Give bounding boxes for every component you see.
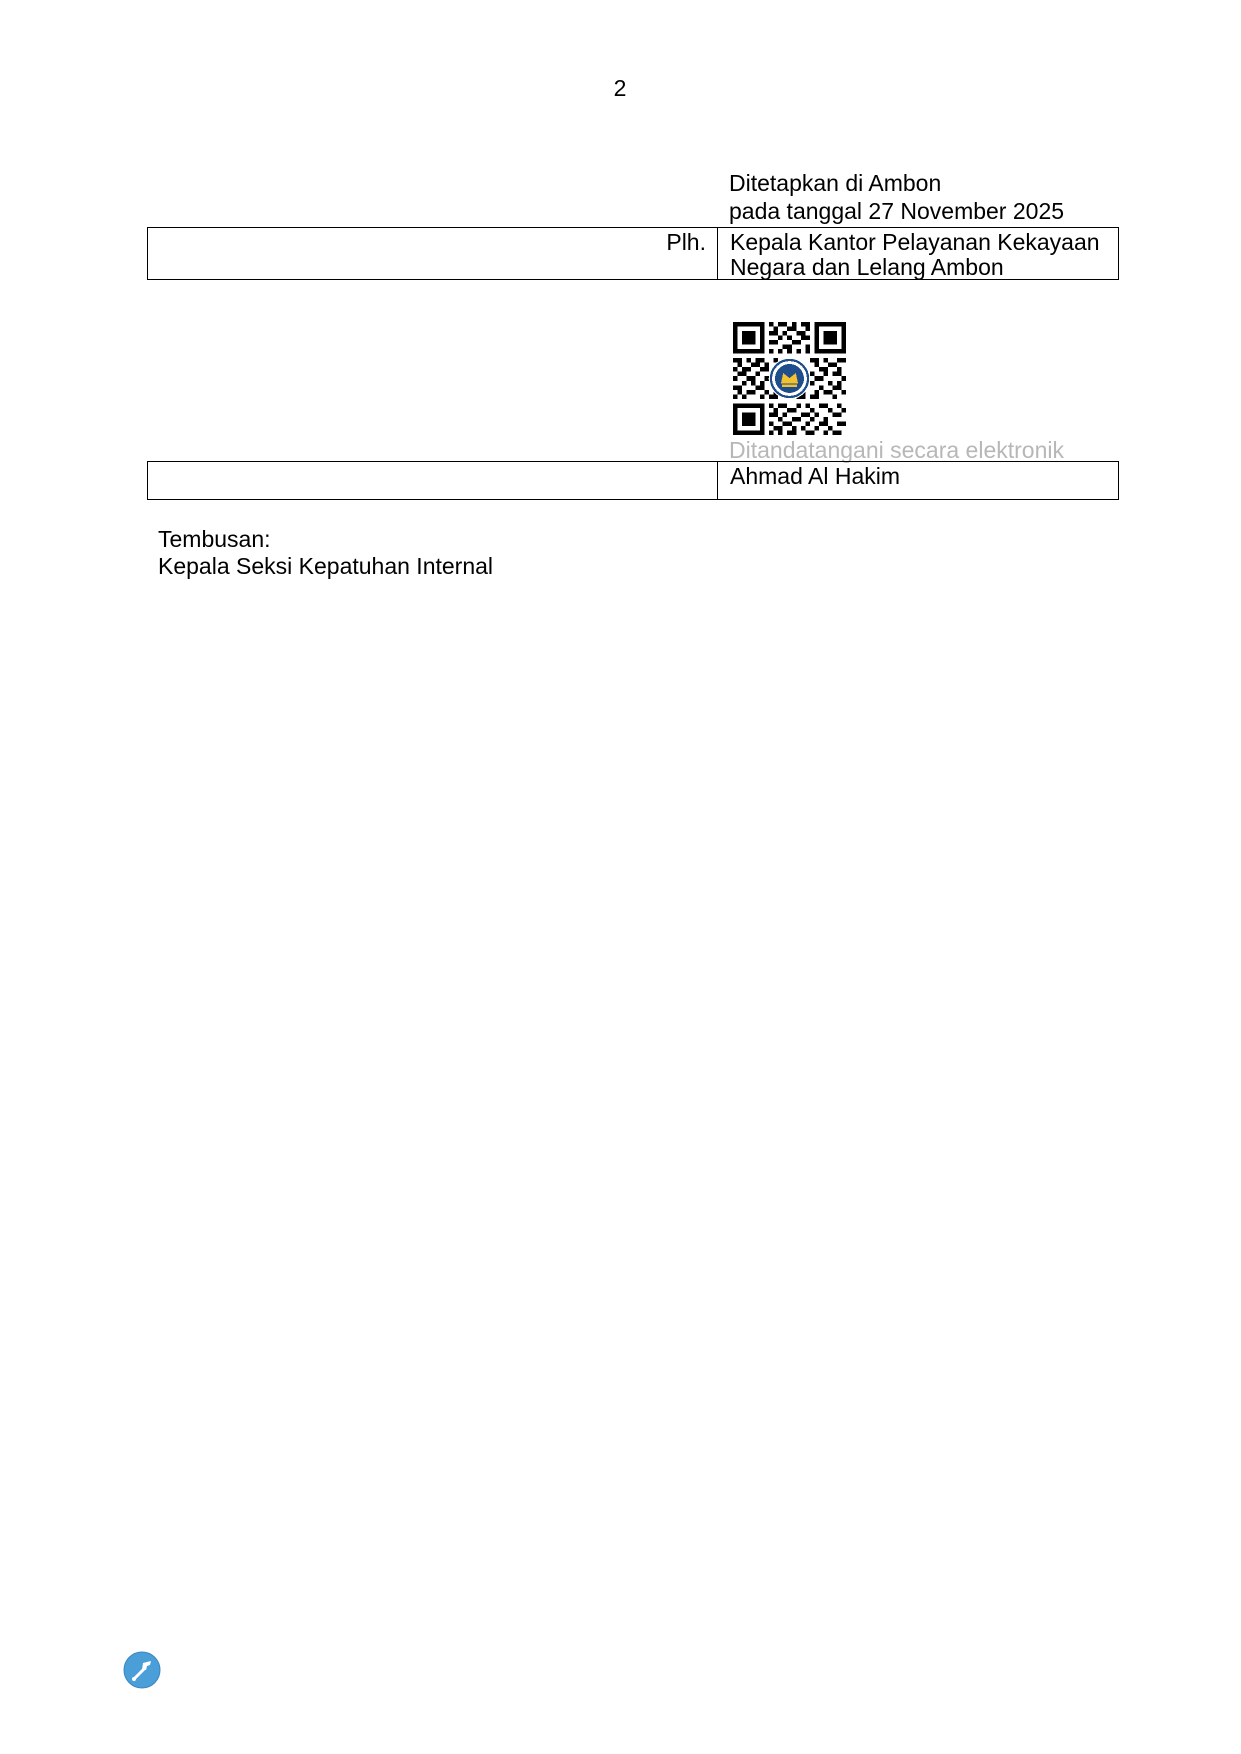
cc-heading: Tembusan: [158,526,271,552]
table-divider [717,228,718,279]
signatory-position-line-2: Negara dan Lelang Ambon [730,254,1004,280]
stipulation-date: pada tanggal 27 November 2025 [729,198,1065,224]
stipulation-place: Ditetapkan di Ambon [729,170,942,196]
signatory-prefix: Plh. [666,229,706,255]
cc-recipient: Kepala Seksi Kepatuhan Internal [158,553,494,579]
signatory-position-row [147,227,1119,280]
qr-code-icon [733,322,846,435]
page-number: 2 [613,75,627,101]
esign-note: Ditandatangani secara elektronik [729,437,1064,463]
tool-badge-icon [123,1651,161,1689]
table-divider [717,462,718,499]
signatory-name-row [147,461,1119,500]
signatory-position-line-1: Kepala Kantor Pelayanan Kekayaan [730,229,1100,255]
signatory-name: Ahmad Al Hakim [730,463,901,489]
